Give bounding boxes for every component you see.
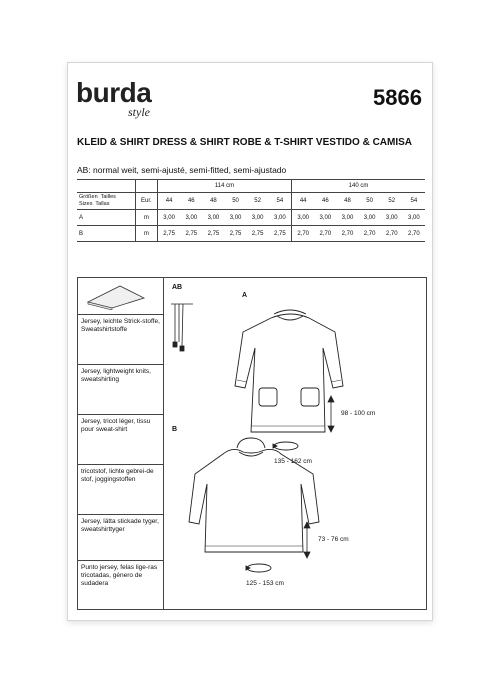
brand-logo: burda <box>76 77 152 108</box>
row-label-a: A <box>77 210 135 226</box>
fabric-item-nl: tricotstof, lichte gebrei-de stof, joggingstoffen <box>81 468 154 483</box>
size-cell: 52 <box>247 193 269 210</box>
size-cell: 54 <box>269 193 292 210</box>
size-cell: 48 <box>336 193 358 210</box>
yardage-table <box>77 179 425 242</box>
yardage-cell: 3,00 <box>224 210 246 226</box>
yardage-cell: 3,00 <box>247 210 269 226</box>
yardage-cell: 3,00 <box>336 210 358 226</box>
pattern-envelope-back <box>67 62 433 621</box>
measure-a-length: 98 - 100 cm <box>341 410 376 417</box>
yardage-cell: 3,00 <box>314 210 336 226</box>
yardage-cell: 2,70 <box>336 226 358 242</box>
size-cell: 54 <box>403 193 425 210</box>
size-cell: 46 <box>314 193 336 210</box>
illustration-panel <box>77 277 427 610</box>
yardage-cell: 2,75 <box>180 226 202 242</box>
yardage-cell: 3,00 <box>269 210 292 226</box>
yardage-cell: 2,75 <box>269 226 292 242</box>
fabric-item-es: Punto jersey, felas lige-ras tricotadas, género de sudadera <box>81 564 158 587</box>
hem-circle-b-icon <box>246 564 271 572</box>
yardage-cell: 3,00 <box>157 210 180 226</box>
size-cell: 44 <box>292 193 315 210</box>
length-arrow-a-icon <box>328 396 334 432</box>
yardage-cell: 2,75 <box>224 226 246 242</box>
yardage-cell: 3,00 <box>403 210 425 226</box>
size-label: Größen Tailles Sizes Tallas <box>77 193 135 210</box>
yardage-cell: 3,00 <box>202 210 224 226</box>
yardage-cell: 3,00 <box>381 210 403 226</box>
size-cell: 48 <box>202 193 224 210</box>
garment-illustrations <box>163 278 426 609</box>
size-cell: 52 <box>381 193 403 210</box>
row-label-b: B <box>77 226 135 242</box>
table-corner-unit <box>135 180 157 193</box>
view-label-a: A <box>242 292 248 299</box>
row-unit: m <box>135 210 157 226</box>
fabric-swatch-icon <box>86 284 146 310</box>
pattern-title: KLEID & SHIRT DRESS & SHIRT ROBE & T-SHIRT VESTIDO & CAMISA <box>77 137 413 148</box>
yardage-cell: 2,70 <box>403 226 425 242</box>
yardage-cell: 2,75 <box>157 226 180 242</box>
size-cell: 50 <box>224 193 246 210</box>
dress-a-drawing <box>235 310 343 432</box>
yardage-cell: 3,00 <box>292 210 315 226</box>
view-label-ab: AB <box>172 284 183 291</box>
fabric-item-sv: Jersey, lätta stickade tyger, sweatshirttyger <box>81 518 159 533</box>
size-cell: 44 <box>157 193 180 210</box>
shirt-b-drawing <box>189 438 319 552</box>
row-unit: m <box>135 226 157 242</box>
pattern-number: 5866 <box>373 85 422 110</box>
length-arrow-b-icon <box>304 522 310 558</box>
measure-b-hem: 125 - 153 cm <box>246 580 284 587</box>
yardage-cell: 3,00 <box>359 210 381 226</box>
size-cell: 46 <box>180 193 202 210</box>
yardage-cell: 2,70 <box>359 226 381 242</box>
yardage-cell: 2,75 <box>202 226 224 242</box>
fabric-suggestions <box>78 278 164 609</box>
yardage-cell: 2,75 <box>247 226 269 242</box>
size-cell: 50 <box>359 193 381 210</box>
width-header-114: 114 cm <box>157 180 291 193</box>
yardage-cell: 2,70 <box>381 226 403 242</box>
notion-cord-icon <box>171 304 193 351</box>
fabric-item-fr: Jersey, tricot léger, tissu pour sweat-shirt <box>81 418 151 433</box>
measure-b-length: 73 - 76 cm <box>318 536 349 543</box>
hem-circle-a-icon <box>273 442 298 450</box>
unit-header: Eur. <box>135 193 157 210</box>
brand-logo-sub: style <box>128 105 150 119</box>
yardage-cell: 2,70 <box>292 226 315 242</box>
fit-description: AB: normal weit, semi-ajusté, semi-fitted, semi-ajustado <box>77 165 287 175</box>
yardage-cell: 3,00 <box>180 210 202 226</box>
view-label-b: B <box>172 426 178 433</box>
fabric-item-de: Jersey, leichte Strick-stoffe, Sweatshirtstoffe <box>81 318 160 333</box>
width-header-140: 140 cm <box>292 180 425 193</box>
table-corner <box>77 180 135 193</box>
measure-a-hem: 135 - 162 cm <box>274 458 312 465</box>
fabric-item-en: Jersey, lightweight knits, sweatshirting <box>81 368 151 383</box>
yardage-cell: 2,70 <box>314 226 336 242</box>
